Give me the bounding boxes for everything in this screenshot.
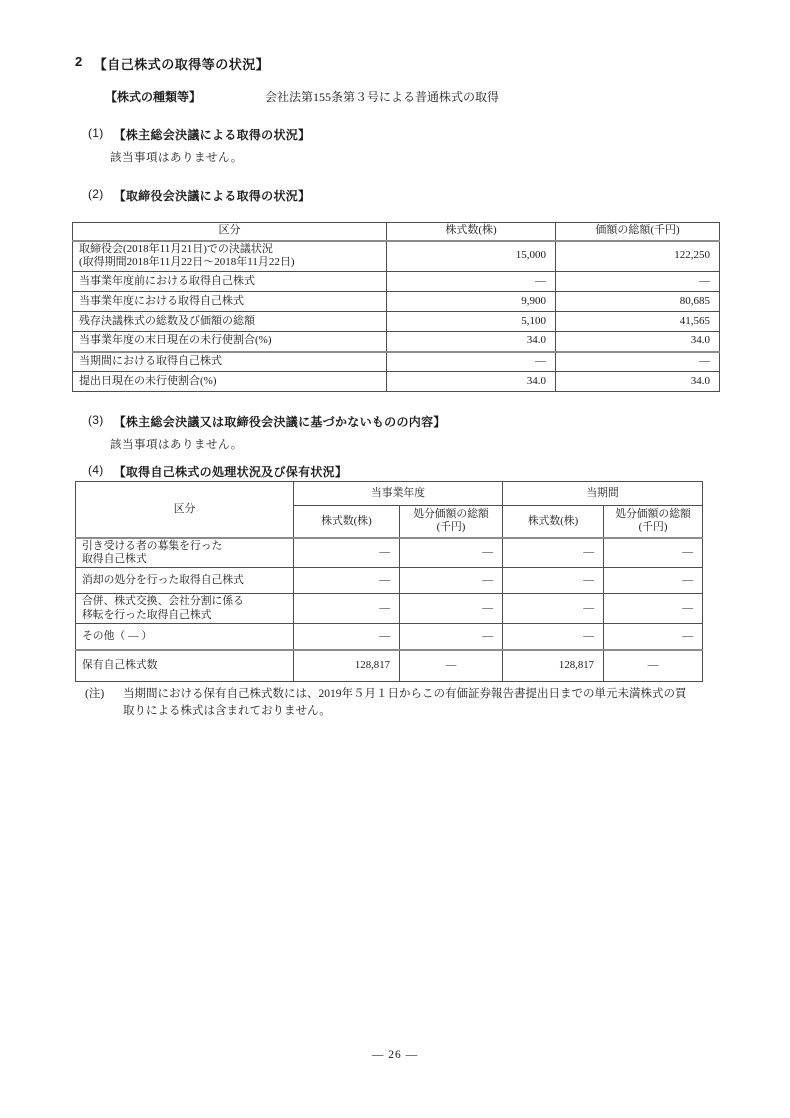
table-row [76, 650, 703, 682]
table-row [76, 624, 703, 650]
cell-amount: 34.0 [556, 332, 720, 352]
table-row [76, 538, 703, 568]
row-label-line2: (取得期間2018年11月22日～2018年11月22日) [79, 256, 295, 269]
section-1-body: 該当事項はありません。 [110, 152, 243, 164]
cell-category: 消却の処分を行った取得自己株式 [76, 568, 294, 594]
header-disposal-line2: (千円) [436, 521, 466, 534]
cell-period-shares: ― [503, 568, 604, 594]
header-shares: 株式数(株) [503, 506, 604, 538]
table-row [73, 292, 720, 312]
header-disposal-line2: (千円) [638, 521, 668, 534]
header-current-period: 当期間 [503, 482, 703, 506]
section-2-title: 【取締役会決議による取得の状況】 [113, 189, 311, 203]
header-amount: 価額の総額(千円) [556, 223, 720, 241]
section-2-number: (2) [88, 187, 104, 201]
cell-category: 提出日現在の未行使割合(%) [73, 372, 387, 392]
cell-category: 保有自己株式数 [76, 650, 294, 682]
cell-year-amount: ― [400, 568, 503, 594]
section-1-title: 【株主総会決議による取得の状況】 [113, 128, 311, 142]
cell-year-shares: ― [294, 568, 400, 594]
section-3-heading [88, 413, 446, 430]
header-disposal-amount [400, 506, 503, 538]
page-number: ― 26 ― [371, 1049, 419, 1061]
footnote-line2: 取りによる株式は含まれておりません。 [123, 705, 331, 718]
cell-category [73, 241, 387, 272]
cell-category: 残存決議株式の総数及び価額の総額 [73, 312, 387, 332]
cell-period-shares: ― [503, 538, 604, 568]
row-label-line1: 合併、株式交換、会社分割に係る [82, 595, 244, 608]
cell-shares: 15,000 [387, 241, 556, 272]
section-4-heading [88, 463, 347, 480]
table-row [73, 352, 720, 372]
cell-category: 当期間における取得自己株式 [73, 352, 387, 372]
cell-period-shares: ― [503, 594, 604, 624]
cell-shares: 9,900 [387, 292, 556, 312]
cell-category: 当事業年度における取得自己株式 [73, 292, 387, 312]
section-3-number: (3) [88, 413, 104, 427]
section-1-number: (1) [88, 126, 104, 140]
footnote [85, 686, 733, 721]
table-header-row [76, 482, 703, 506]
cell-shares: 5,100 [387, 312, 556, 332]
row-label-line2: 取得自己株式 [82, 552, 147, 565]
footnote-label: (注) [85, 688, 105, 700]
header-shares: 株式数(株) [387, 223, 556, 241]
cell-amount: 34.0 [556, 372, 720, 392]
section-4-title: 【取得自己株式の処理状況及び保有状況】 [113, 465, 348, 479]
cell-category: その他（ ― ） [76, 624, 294, 650]
cell-amount: ― [556, 272, 720, 292]
cell-year-amount: ― [400, 624, 503, 650]
footnote-text [123, 686, 687, 721]
table-row [73, 312, 720, 332]
cell-amount: ― [556, 352, 720, 372]
row-label-line1: 取締役会(2018年11月21日)での決議状況 [79, 242, 273, 255]
cell-period-amount: ― [604, 624, 703, 650]
section-2-heading [88, 187, 310, 204]
table-header-row [73, 223, 720, 241]
table-row [76, 594, 703, 624]
cell-period-shares: 128,817 [503, 650, 604, 682]
row-label-line2: 移転を行った取得自己株式 [82, 608, 212, 621]
header-category: 区分 [73, 223, 387, 241]
cell-year-amount: ― [400, 594, 503, 624]
section-3-title: 【株主総会決議又は取締役会決議に基づかないものの内容】 [113, 415, 446, 429]
cell-shares: ― [387, 352, 556, 372]
cell-period-amount: ― [604, 538, 703, 568]
cell-amount: 80,685 [556, 292, 720, 312]
cell-period-amount: ― [604, 568, 703, 594]
cell-amount: 41,565 [556, 312, 720, 332]
header-disposal-line1: 処分価額の総額 [413, 507, 489, 520]
cell-year-shares: ― [294, 624, 400, 650]
header-disposal-line1: 処分価額の総額 [615, 507, 691, 520]
stock-type-value: 会社法第155条第３号による普通株式の取得 [265, 90, 500, 104]
table-row [73, 332, 720, 352]
cell-amount: 122,250 [556, 241, 720, 272]
cell-shares: 34.0 [387, 332, 556, 352]
cell-year-amount: ― [400, 650, 503, 682]
stock-type-label: 【株式の種類等】 [105, 90, 202, 104]
table-row [73, 241, 720, 272]
header-shares: 株式数(株) [294, 506, 400, 538]
cell-year-shares: ― [294, 594, 400, 624]
row-label-line1: 引き受ける者の募集を行った [82, 539, 223, 552]
header-category: 区分 [76, 482, 294, 538]
cell-year-shares: ― [294, 538, 400, 568]
section-4-number: (4) [88, 463, 104, 477]
page-title-number: 2 [75, 54, 83, 69]
section-1-heading [88, 126, 310, 143]
cell-period-amount: ― [604, 650, 703, 682]
page-title-text: 【自己株式の取得等の状況】 [93, 57, 270, 72]
cell-year-shares: 128,817 [294, 650, 400, 682]
cell-period-amount: ― [604, 594, 703, 624]
cell-category [76, 594, 294, 624]
board-resolution-table [72, 222, 720, 392]
cell-period-shares: ― [503, 624, 604, 650]
footnote-line1: 当期間における保有自己株式数には、2019年５月１日からこの有価証券報告書提出日までの単元未満株式の買 [123, 688, 687, 700]
table-row [73, 372, 720, 392]
section-3-body: 該当事項はありません。 [110, 439, 243, 451]
cell-category [76, 538, 294, 568]
page-title [75, 54, 269, 73]
table-row [73, 272, 720, 292]
stock-type-row [105, 88, 499, 105]
cell-shares: 34.0 [387, 372, 556, 392]
header-disposal-amount [604, 506, 703, 538]
table-row [76, 568, 703, 594]
cell-category: 当事業年度前における取得自己株式 [73, 272, 387, 292]
treasury-stock-disposition-table [75, 481, 703, 682]
cell-category: 当事業年度の末日現在の未行使割合(%) [73, 332, 387, 352]
cell-shares: ― [387, 272, 556, 292]
header-current-year: 当事業年度 [294, 482, 503, 506]
cell-year-amount: ― [400, 538, 503, 568]
